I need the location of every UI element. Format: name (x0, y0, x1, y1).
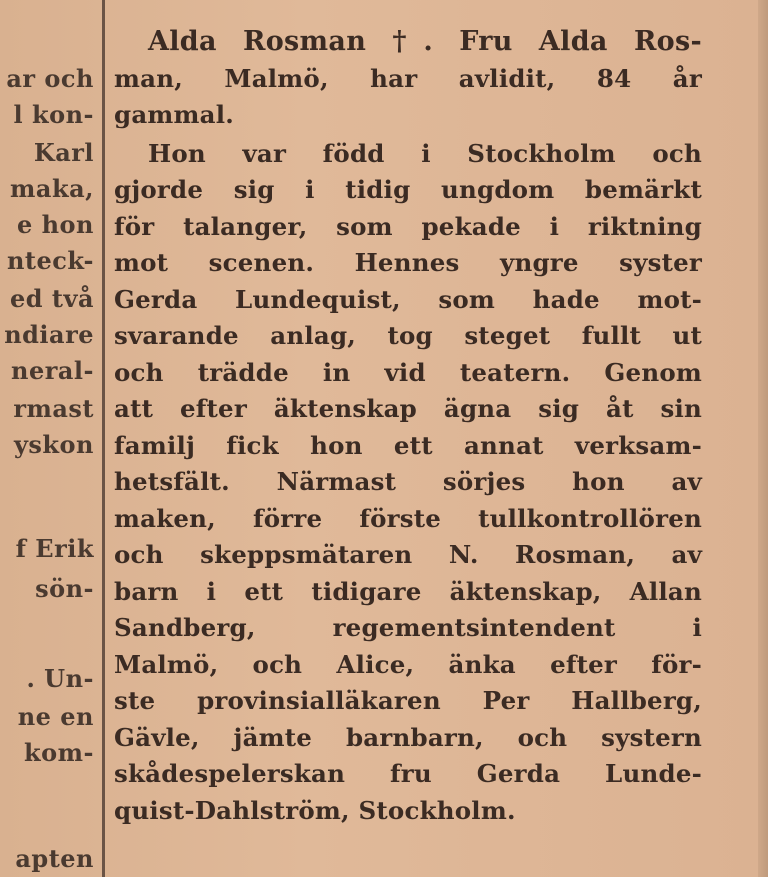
body-line: maken, förre förste tullkontrollören (114, 503, 702, 533)
obituary-article (114, 24, 702, 829)
left-fragment: kom- (24, 738, 94, 767)
left-fragment: nteck- (6, 246, 94, 275)
body-line: Malmö, och Alice, änka efter för- (114, 649, 702, 679)
body-line: Gerda Lundequist, som hade mot- (114, 284, 702, 314)
body-line: ste provinsialläkaren Per Hallberg, (114, 686, 702, 715)
body-line: Hon var född i Stockholm och (148, 138, 702, 168)
column-rule (102, 0, 105, 877)
left-column-fragments (0, 0, 98, 877)
body-line: mot scenen. Hennes yngre syster (114, 248, 702, 277)
left-fragment: Karl (33, 138, 94, 167)
body-line: familj fick hon ett annat verksam- (114, 430, 702, 460)
left-fragment: maka, (10, 174, 94, 203)
left-fragment: f Erik (15, 534, 94, 563)
left-fragment: . Un- (26, 664, 94, 693)
left-fragment: ar och (6, 64, 94, 93)
body-line: barn i ett tidigare äktenskap, Allan (114, 576, 702, 606)
left-fragment: ed två (10, 284, 94, 313)
body-line: och skeppsmätaren N. Rosman, av (114, 540, 702, 569)
body-line: och trädde in vid teatern. Genom (114, 357, 702, 387)
left-fragment: yskon (13, 430, 94, 459)
left-fragment: sön- (35, 574, 94, 603)
left-fragment: l kon- (13, 100, 94, 129)
body-line: att efter äktenskap ägna sig åt sin (114, 394, 702, 423)
body-line: för talanger, som pekade i riktning (114, 211, 702, 241)
left-fragment: e hon (16, 210, 94, 239)
body-line: Sandberg, regementsintendent i (114, 613, 702, 642)
body-line: quist-Dahlström, Stockholm. (114, 795, 516, 825)
left-fragment: ndiare (4, 320, 94, 349)
left-fragment: apten (15, 844, 94, 873)
page-edge (758, 0, 768, 877)
headline-line: man, Malmö, har avlidit, 84 år (114, 63, 702, 93)
left-fragment: ne en (17, 702, 94, 731)
left-fragment: neral- (11, 356, 94, 385)
headline-line: gammal. (114, 100, 234, 129)
body-line: Gävle, jämte barnbarn, och systern (114, 722, 702, 752)
body-line: svarande anlag, tog steget fullt ut (114, 321, 702, 350)
headline-line: Alda Rosman †. Fru Alda Ros- (148, 26, 702, 57)
left-fragment: rmast (13, 394, 94, 423)
body-line: skådespelerskan fru Gerda Lunde- (114, 759, 702, 788)
body-line: hetsfält. Närmast sörjes hon av (114, 467, 702, 496)
body-line: gjorde sig i tidig ungdom bemärkt (114, 175, 702, 204)
